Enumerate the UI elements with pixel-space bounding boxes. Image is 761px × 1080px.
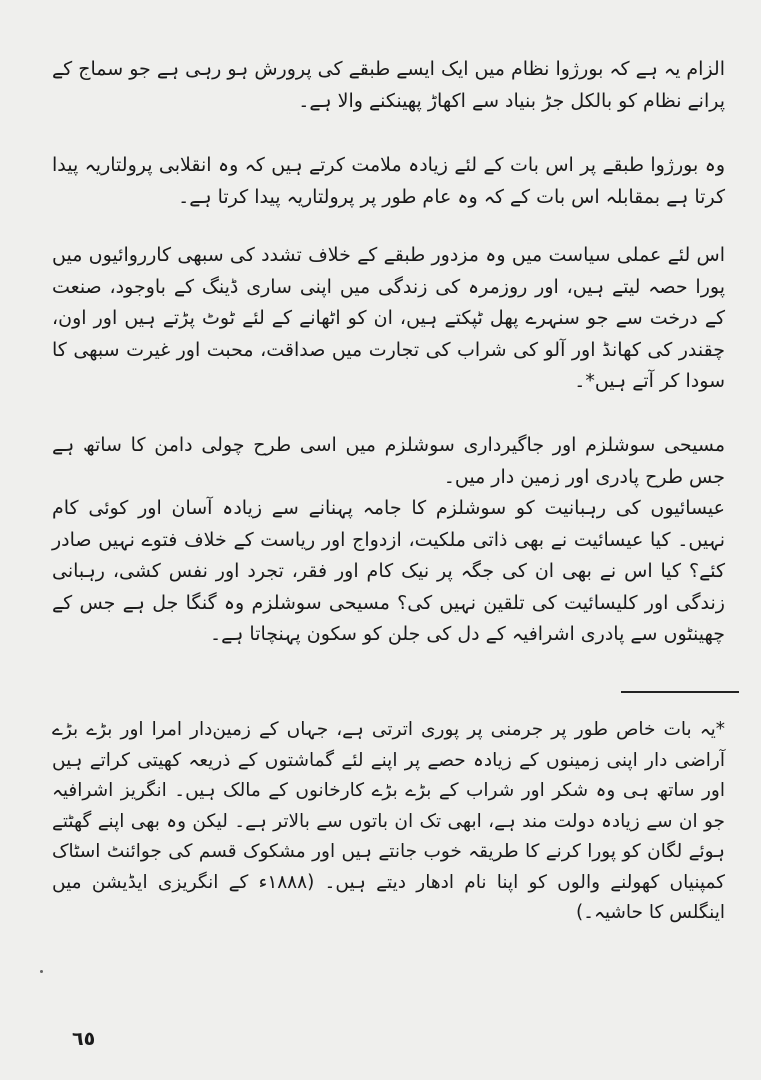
paragraph-4: مسیحی سوشلزم اور جاگیرداری سوشلزم میں اسی طرح چولی دامن کا ساتھ ہے جس طرح پادری اور زمین دار میں۔ bbox=[52, 434, 725, 488]
footnote-separator bbox=[621, 691, 739, 693]
print-speck bbox=[40, 970, 43, 973]
paragraph-5: عیسائیوں کی رہبانیت کو سوشلزم کا جامہ پہنانے سے زیادہ آسان اور کوئی کام نہیں۔ کیا عیسائیت نے بھی ذاتی ملکیت، ازدواج اور ریاست کے خلاف فتوے نہیں صادر کئے؟ کیا اس نے بھی ان کی جگہ پر نیک کام اور فقر، تجرد اور نفس کشی، رہبانی زندگی اور کلیسائیت کی تلقین نہیں کی؟ مسیحی سوشلزم وہ گنگا جل ہے جس کے چھینٹوں سے پادری اشرافیہ کے دل کی جلن کو سکون پہنچاتا ہے۔ bbox=[52, 497, 725, 645]
page-number: ٦٥ bbox=[72, 1028, 96, 1050]
footnote: *یہ بات خاص طور پر جرمنی پر پوری اترتی ہے، جہاں کے زمین‌دار امرا اور بڑے بڑے آراضی دار اپنی زمینوں کے زیادہ حصے پر اپنے لئے گماشتوں کے ذریعہ کھیتی کراتے ہیں اور ساتھ ہی وہ شکر اور شراب کے بڑے بڑے کارخانوں کے مالک ہیں۔ انگریز اشرافیہ جو ان سے زیادہ دولت مند ہے، ابھی تک ان باتوں سے بالاتر ہے۔ لیکن وہ بھی اپنے گھٹتے ہوئے لگان کو پورا کرنے کا طریقہ خوب جانتے ہیں اور مشکوک قسم کی جوائنٹ اسٹاک کمپنیاں کھولنے والوں کو اپنا نام ادھار دیتے ہیں۔ (۱۸۸۸ء کے انگریزی ایڈیشن میں اینگلس کا حاشیہ۔) bbox=[52, 719, 725, 923]
paragraph-1: الزام یہ ہے کہ بورژوا نظام میں ایک ایسے طبقے کی پرورش ہو رہی ہے جو سماج کے پرانے نظام کو بالکل جڑ بنیاد سے اکھاڑ پھینکنے والا ہے۔ bbox=[52, 58, 725, 112]
paragraph-3: اس لئے عملی سیاست میں وہ مزدور طبقے کے خلاف تشدد کی سبھی کارروائیوں میں پورا حصہ لیتے ہیں، اور روزمرہ کی زندگی میں اپنی ساری ڈینگ کے باوجود، صنعت کے درخت سے جو سنہرے پھل ٹپکتے ہیں، ان کو اٹھانے کے لئے ٹوٹ پڑتے ہیں اور اون، چقندر کی کھانڈ اور آلو کی شراب کی تجارت میں صداقت، محبت اور غیرت سبھی کا سودا کر آتے ہیں*۔ bbox=[52, 244, 725, 392]
paragraph-2: وہ بورژوا طبقے پر اس بات کے لئے زیادہ ملامت کرتے ہیں کہ وہ انقلابی پرولتاریہ پیدا کرتا ہے بمقابلہ اس بات کے کہ وہ عام طور پر پرولتاریہ پیدا کرتا ہے۔ bbox=[52, 154, 725, 208]
